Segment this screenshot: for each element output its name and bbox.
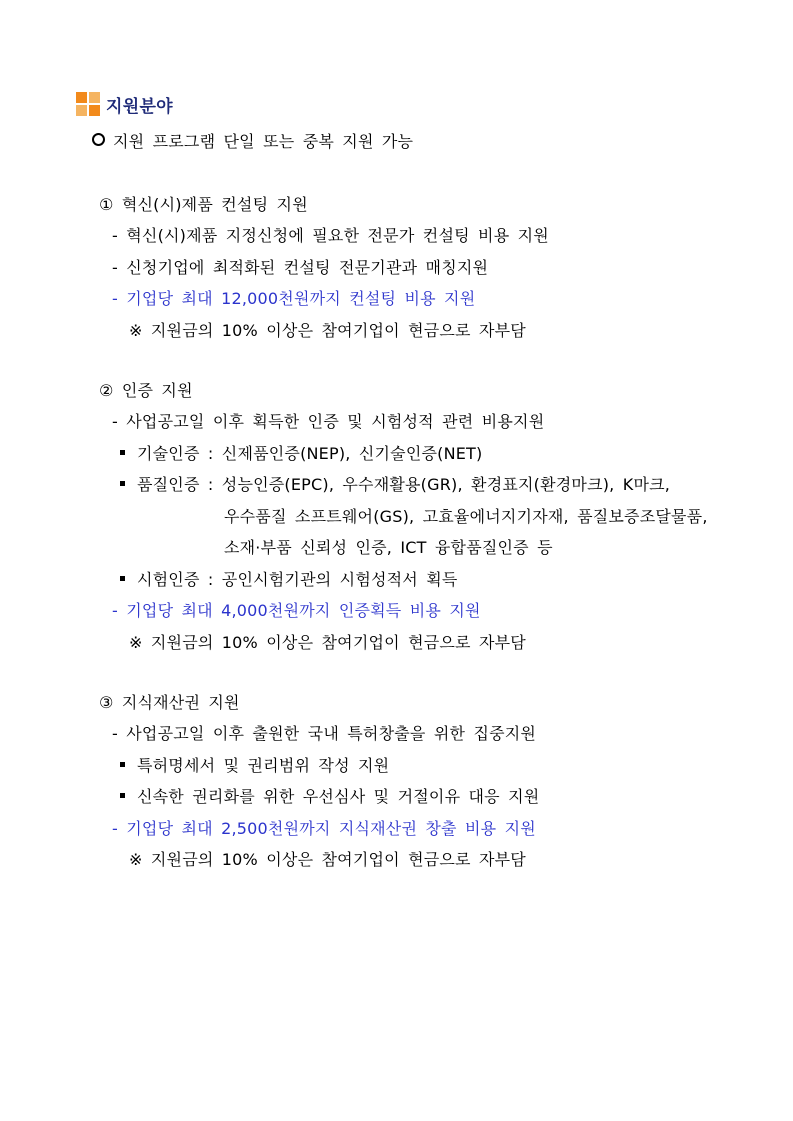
square-bullet-icon (120, 481, 125, 486)
orange-squares-icon (76, 92, 100, 116)
heading-title: 지원분야 (106, 96, 173, 117)
section3-item1: - 사업공고일 이후 출원한 국내 특허창출을 위한 집중지원 (112, 724, 537, 743)
section2-bullet2: 품질인증 : 성능인증(EPC), 우수재활용(GR), 환경표지(환경마크), K마크, (120, 474, 670, 496)
section2-item1: - 사업공고일 이후 획득한 인증 및 시험성적 관련 비용지원 (112, 412, 545, 431)
section2-bullet1: 기술인증 : 신제품인증(NEP), 신기술인증(NET) (120, 443, 482, 465)
section2-bullet2-cont1: 우수품질 소프트웨어(GS), 고효율에너지기자재, 품질보증조달물품, (224, 507, 708, 526)
section2-bullet2-cont2: 소재·부품 신뢰성 인증, ICT 융합품질인증 등 (224, 538, 553, 557)
section2-support-amount: - 기업당 최대 4,000천원까지 인증획득 비용 지원 (112, 601, 481, 620)
section-heading (76, 92, 173, 116)
section3-bullet2: 신속한 권리화를 위한 우선심사 및 거절이유 대응 지원 (120, 786, 539, 808)
section2-title: ② 인증 지원 (99, 381, 193, 400)
section1-support-amount: - 기업당 최대 12,000천원까지 컨설팅 비용 지원 (112, 289, 476, 308)
section3-support-amount: - 기업당 최대 2,500천원까지 지식재산권 창출 비용 지원 (112, 819, 536, 838)
circle-bullet-icon (92, 133, 105, 146)
intro-line (92, 131, 413, 153)
square-bullet-icon (120, 762, 125, 767)
intro-text: 지원 프로그램 단일 또는 중복 지원 가능 (113, 132, 414, 151)
section2-note: ※ 지원금의 10% 이상은 참여기업이 현금으로 자부담 (129, 633, 526, 652)
section1-item2: - 신청기업에 최적화된 컨설팅 전문기관과 매칭지원 (112, 258, 489, 277)
section2-bullet3: 시험인증 : 공인시험기관의 시험성적서 획득 (120, 569, 458, 591)
square-bullet-icon (120, 576, 125, 581)
section3-title: ③ 지식재산권 지원 (99, 693, 240, 712)
square-bullet-icon (120, 450, 125, 455)
square-bullet-icon (120, 793, 125, 798)
section1-item1: - 혁신(시)제품 지정신청에 필요한 전문가 컨설팅 비용 지원 (112, 226, 549, 245)
section3-bullet1: 특허명세서 및 권리범위 작성 지원 (120, 755, 389, 777)
section3-note: ※ 지원금의 10% 이상은 참여기업이 현금으로 자부담 (129, 850, 526, 869)
section1-title: ① 혁신(시)제품 컨설팅 지원 (99, 195, 308, 214)
section1-note: ※ 지원금의 10% 이상은 참여기업이 현금으로 자부담 (129, 321, 526, 340)
